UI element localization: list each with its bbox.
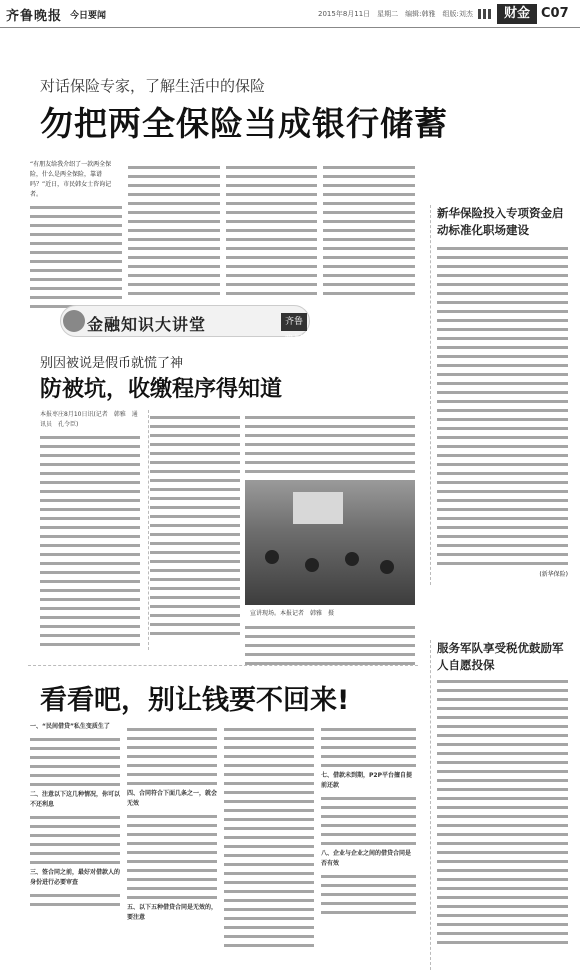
body-text-lines — [127, 815, 217, 899]
story1-lead: “有朋友给我介绍了一款两全保险，什么是两全保险，靠谱吗？”近日，市民韩女士咨询记者。 — [30, 161, 112, 198]
story3-subhead: 四、合同符合下面几条之一，就会无效 — [127, 790, 218, 807]
story3-col-3 — [224, 722, 314, 947]
seminar-photo — [245, 480, 415, 605]
story3-subhead: 一、“民间借贷”私生变质生了 — [30, 723, 110, 730]
story3-subhead: 二、注意以下这几种情况，你可以不还利息 — [30, 791, 121, 808]
projector-screen — [293, 492, 343, 524]
section-label: 今日要闻 — [70, 11, 107, 21]
audience-head — [265, 550, 279, 564]
story2-kicker: 别因被说是假币就慌了神 — [40, 356, 184, 371]
sidebar-story-2 — [430, 640, 568, 970]
story3-subhead: 三、签合同之前，最好对借款人的身份进行必要审查 — [30, 869, 121, 886]
body-text-lines — [321, 797, 416, 845]
story3-col-2 — [127, 722, 217, 923]
story1-col-2 — [128, 160, 220, 300]
audience-head — [380, 560, 394, 574]
barcode-icon — [478, 9, 492, 19]
story1-col-4 — [323, 160, 415, 300]
story1-body — [30, 160, 415, 300]
story3-col-4 — [321, 722, 416, 914]
story1-kicker: 对话保险专家，了解生活中的保险 — [40, 77, 266, 95]
body-text-lines — [30, 894, 120, 906]
newspaper-logo: 齐鲁晚报 — [6, 9, 63, 24]
story2-headline: 防被坑，收缴程序得知道 — [40, 377, 283, 402]
coin-icon — [63, 310, 85, 332]
date-line: 2015年8月11日 星期二 编辑:韩雅 组版:刘杰 — [318, 10, 473, 18]
banner-title: 金融知识大讲堂 — [87, 315, 207, 334]
audience-head — [345, 552, 359, 566]
story2-col-3 — [245, 410, 415, 473]
page-number: C07 — [541, 6, 569, 21]
sidebar2-body — [437, 680, 568, 944]
story2-col-4 — [245, 620, 415, 665]
story3-col-1 — [30, 722, 120, 906]
story3-subhead: 七、借款未到期，P2P平台擅自提前还款 — [321, 772, 412, 789]
body-text-lines — [30, 206, 122, 308]
photo-caption: 宣讲现场。本报记者 韩雅 摄 — [250, 610, 335, 617]
story3-subhead: 八、企业与企业之间的借贷合同是否有效 — [321, 850, 412, 867]
story1-col-1 — [30, 160, 122, 300]
page-header — [0, 0, 580, 28]
story2-col-2 — [150, 410, 240, 635]
body-text-lines — [224, 728, 314, 947]
body-text-lines — [30, 738, 120, 786]
column-banner — [60, 305, 310, 345]
body-text-lines — [128, 166, 220, 295]
story2-byline: 本报枣庄8月10日讯(记者 韩雅 通讯员 孔令臣) — [40, 411, 138, 428]
body-text-lines — [226, 166, 318, 295]
section-badge: 财金 — [497, 4, 537, 24]
body-text-lines — [40, 436, 140, 646]
sidebar2-headline: 服务军队享受税优鼓励军人自愿投保 — [437, 641, 564, 672]
body-text-lines — [321, 875, 416, 914]
story2-byline-block — [40, 410, 140, 646]
sidebar1-body — [437, 247, 568, 565]
sidebar1-author: (新华保险) — [539, 571, 568, 578]
body-text-lines — [323, 166, 415, 295]
story3-subhead: 五、以下五种借贷合同是无效的，要注意 — [127, 904, 218, 921]
story3-headline: 看看吧，别让钱要不回来! — [40, 685, 350, 716]
story1-col-3 — [226, 160, 318, 300]
body-text-lines — [321, 728, 416, 767]
story1-headline: 勿把两全保险当成银行储蓄 — [40, 104, 448, 143]
column-rule — [148, 410, 149, 650]
section-divider — [28, 665, 418, 666]
sidebar1-headline: 新华保险投入专项资金启动标准化职场建设 — [437, 206, 564, 237]
banner-stamp: 齐鲁晚报 — [281, 313, 307, 331]
body-text-lines — [30, 816, 120, 864]
audience-head — [305, 558, 319, 572]
body-text-lines — [127, 728, 217, 785]
sidebar-story-1 — [430, 205, 568, 585]
